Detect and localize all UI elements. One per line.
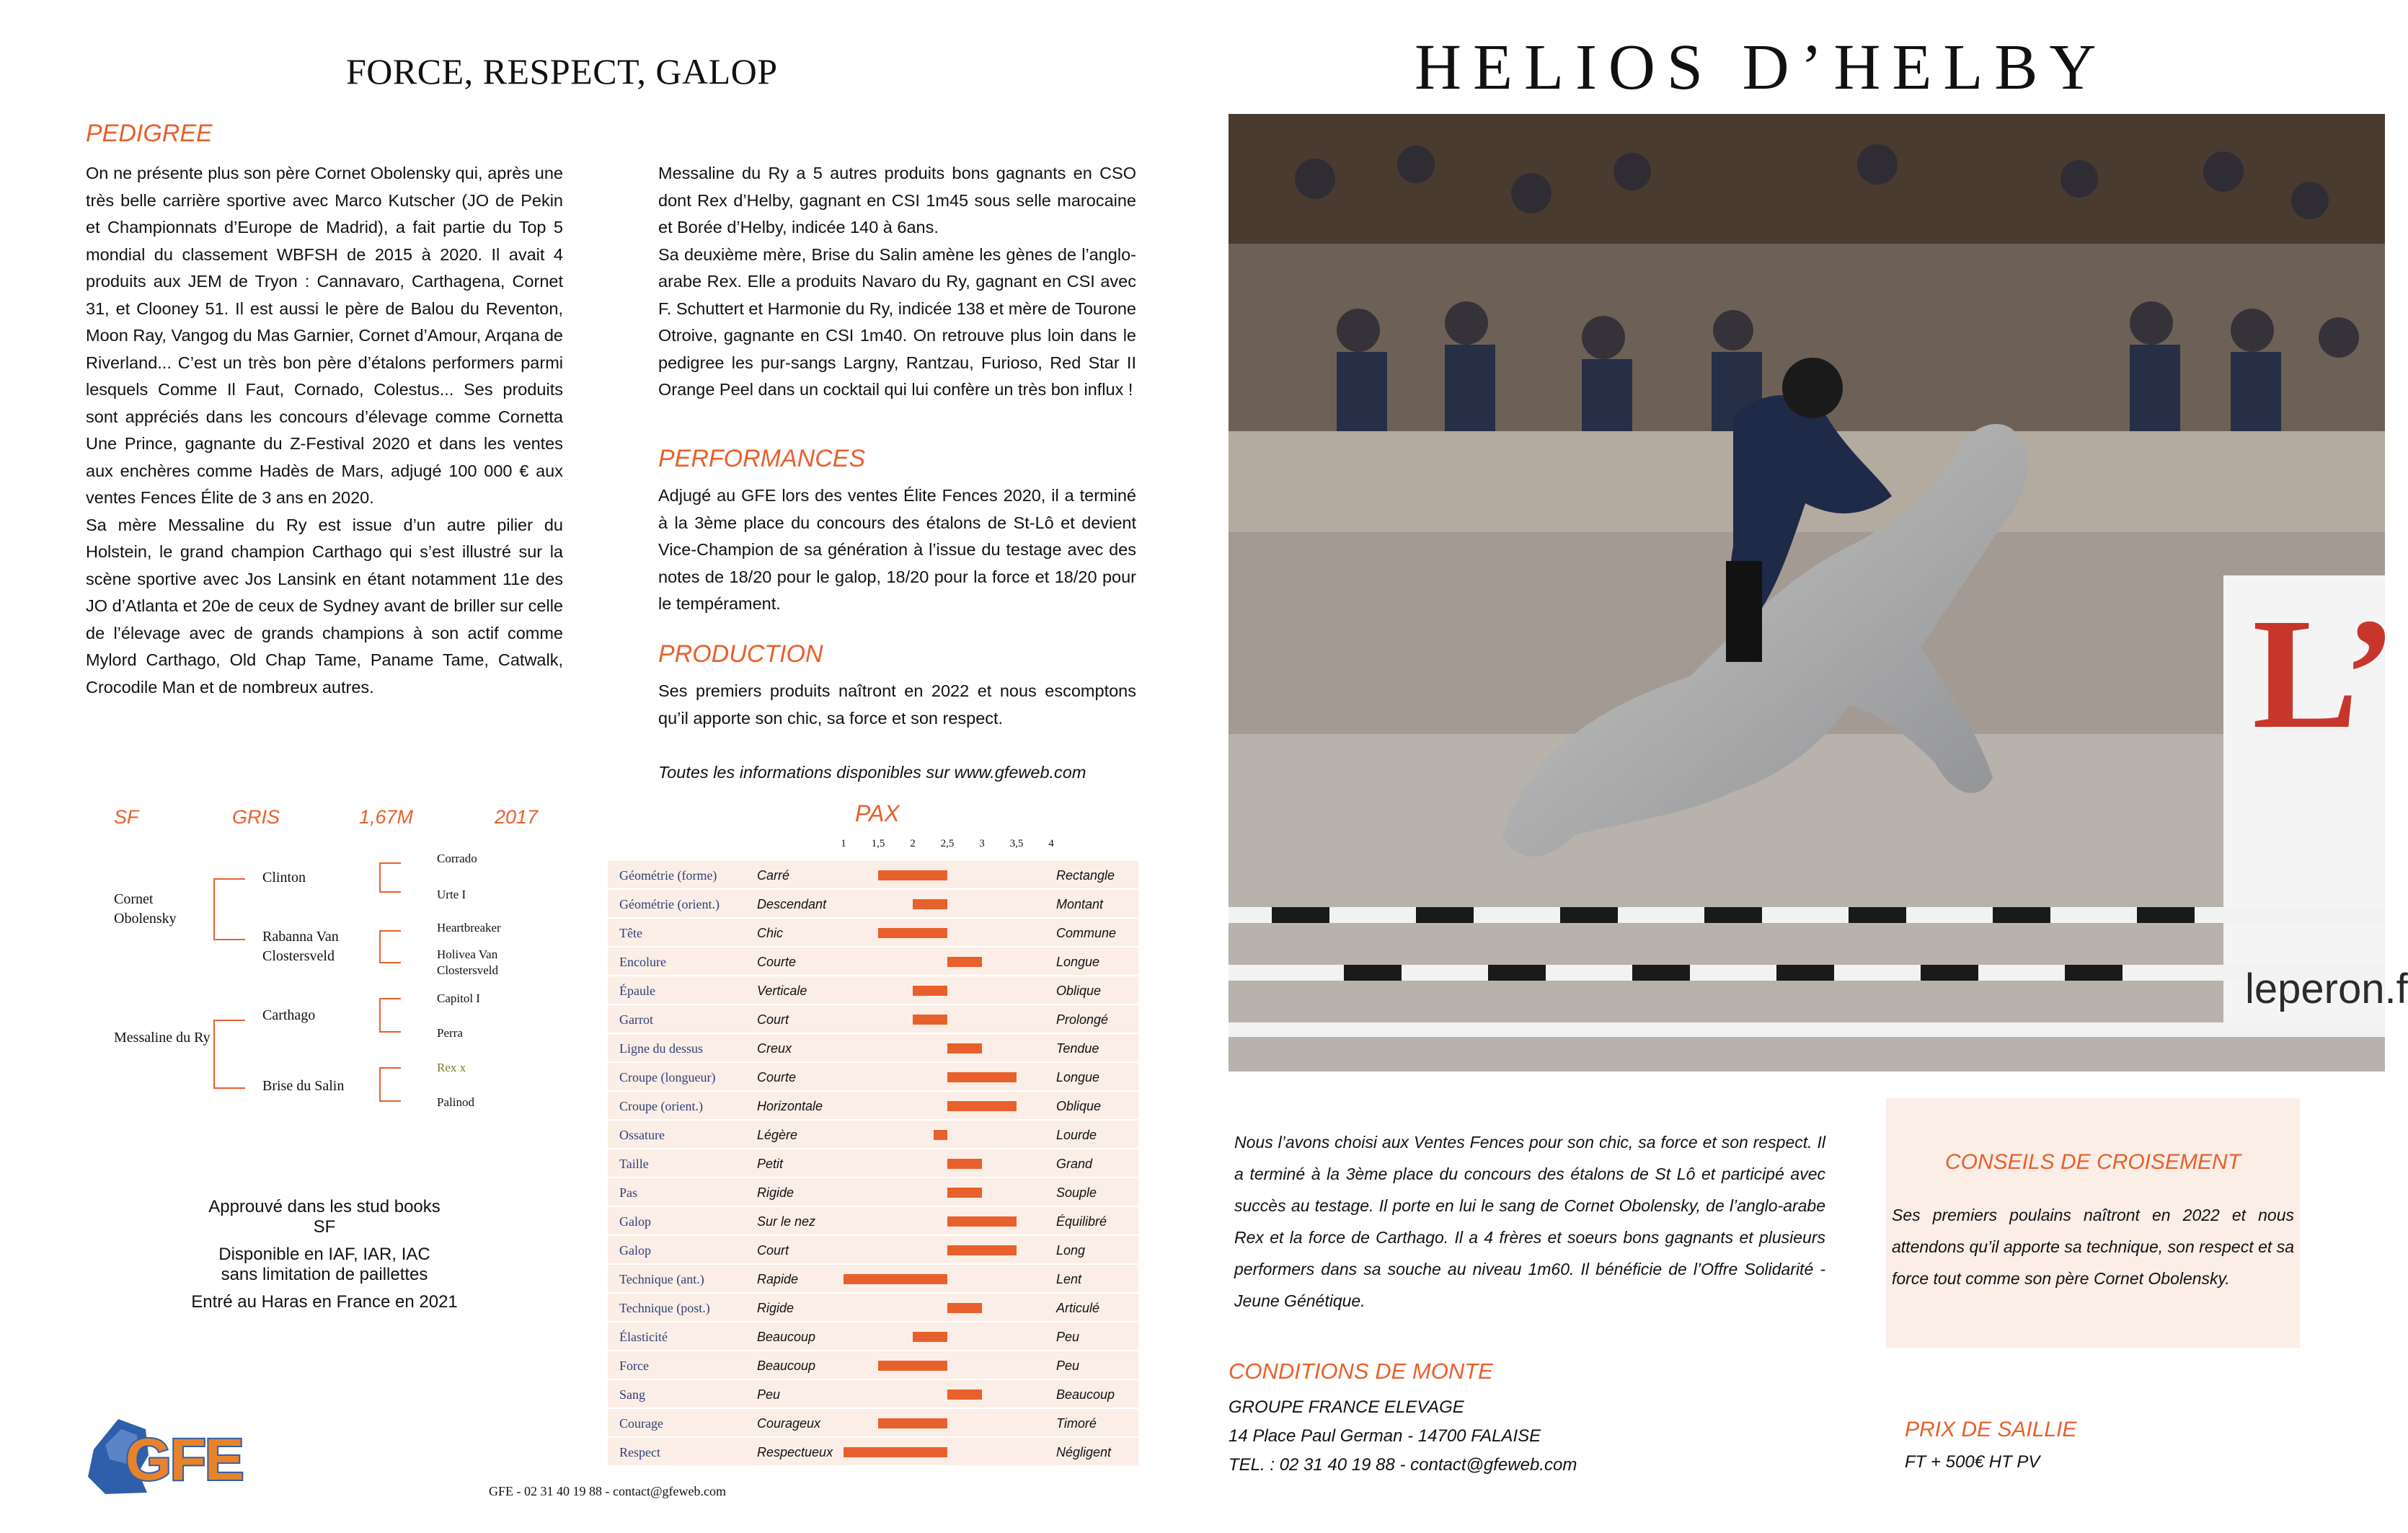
pax-row bbox=[608, 890, 1138, 919]
left-page-title: FORCE, RESPECT, GALOP bbox=[346, 51, 778, 92]
pax-bar bbox=[947, 1043, 982, 1053]
pedigree-sire: Cornet Obolensky bbox=[114, 891, 177, 927]
pax-criterion: Géométrie (forme) bbox=[619, 868, 717, 883]
pax-high-label: Rectangle bbox=[1056, 868, 1115, 883]
conseils-box bbox=[1886, 1098, 2300, 1348]
pedigree-gg-2: Urte I bbox=[437, 888, 466, 901]
pax-high-label: Commune bbox=[1056, 926, 1117, 940]
photo-banner-text: leperon.f bbox=[2245, 966, 2408, 1012]
pax-scale-tick: 2 bbox=[910, 838, 916, 849]
pedigree-bracket-brise bbox=[379, 1067, 401, 1102]
lineage-text bbox=[658, 160, 1136, 404]
pax-bar bbox=[947, 1245, 1017, 1255]
info-line: Toutes les informations disponibles sur www.gfeweb.com bbox=[658, 763, 1086, 782]
pax-high-label: Longue bbox=[1056, 1070, 1100, 1084]
pax-low-label: Horizontale bbox=[757, 1099, 823, 1113]
gfe-logo bbox=[84, 1413, 254, 1498]
pax-row bbox=[608, 1351, 1138, 1380]
pedigree-gg-1: Corrado bbox=[437, 852, 477, 865]
pax-bar bbox=[913, 1015, 947, 1025]
gfe-logo-text: GFE bbox=[125, 1427, 243, 1493]
approval-line-3: Disponible en IAF, IAR, IAC bbox=[218, 1245, 430, 1264]
pax-row bbox=[608, 947, 1138, 976]
pax-low-label: Rigide bbox=[757, 1301, 794, 1315]
pax-bar bbox=[844, 1447, 947, 1457]
pax-low-label: Courte bbox=[757, 1070, 797, 1084]
pax-row bbox=[608, 1207, 1138, 1236]
pax-criterion: Technique (ant.) bbox=[619, 1272, 704, 1286]
pax-bar bbox=[947, 1390, 982, 1400]
lineage-paragraph-2: Sa deuxième mère, Brise du Salin amène les gènes de l’anglo-arabe Rex. Elle a produits Navaro du Ry, gagnant en CSI avec F. Schuttert et Harmonie du Ry, indicée 138 et mère de Tourone Otroive, gagnante en CSI 1m40. On retrouve plus loin dans le pedigree les pur-sangs Largny, Rantzau, Furioso, Red Star II Orange Peel dans un cocktail qui lui confère un très bon influx ! bbox=[658, 244, 1136, 399]
pax-bar bbox=[934, 1130, 947, 1140]
pax-row bbox=[608, 1438, 1138, 1467]
pedigree-gg-4: Holivea Van Clostersveld bbox=[437, 947, 498, 977]
pax-row bbox=[608, 1063, 1138, 1092]
pax-row bbox=[608, 1294, 1138, 1322]
approval-line-1: Approuvé dans les stud books bbox=[208, 1197, 441, 1216]
pax-row bbox=[608, 976, 1138, 1005]
pax-criterion: Garrot bbox=[619, 1012, 653, 1027]
pax-high-label: Souple bbox=[1056, 1185, 1097, 1200]
pax-low-label: Courageux bbox=[757, 1416, 821, 1431]
approval-line-4: sans limitation de paillettes bbox=[221, 1265, 428, 1284]
pax-row bbox=[608, 1149, 1138, 1178]
pedigree-paragraph-2: Sa mère Messaline du Ry est issue d’un autre pilier du Holstein, le grand champion Carthago qui s’est illustré sur la scène sportive avec Jos Lansink en étant notamment 11e des JO d’Atlanta et 20e de ceux de Sydney avant de briller sur celle de l’élevage avec de grands champions à son actif comme Mylord Carthago, Old Chap Tame, Paname Tame, Catwalk, Crocodile Man et de nombreux autres. bbox=[86, 515, 563, 697]
pedigree-grandsire-paternal: Clinton bbox=[262, 870, 306, 885]
pedigree-bracket-carthago bbox=[379, 998, 401, 1033]
pax-low-label: Respectueux bbox=[757, 1445, 833, 1459]
conditions-lines bbox=[1229, 1393, 1577, 1480]
right-page-title: HELIOS D’HELBY bbox=[1415, 32, 2108, 103]
pax-row bbox=[608, 1121, 1138, 1149]
pax-high-label: Grand bbox=[1056, 1157, 1093, 1171]
pax-high-label: Lent bbox=[1056, 1272, 1082, 1286]
prix-value: FT + 500€ HT PV bbox=[1905, 1452, 2040, 1472]
pax-criterion: Ossature bbox=[619, 1128, 665, 1142]
pedigree-gg-5: Capitol I bbox=[437, 991, 480, 1005]
pax-low-label: Peu bbox=[757, 1387, 781, 1402]
pax-bar bbox=[947, 1216, 1017, 1227]
pax-criterion: Géométrie (orient.) bbox=[619, 897, 720, 911]
pax-scale-tick: 4 bbox=[1048, 838, 1054, 849]
pedigree-paragraph-1: On ne présente plus son père Cornet Obolensky qui, après une très belle carrière sportive avec Marco Kutscher (JO de Pekin et Championnats d’Europe de Madrid), a fait partie du Top 5 mondial du classement WBFSH de 2015 à 2020. Il avait 4 produits aux JEM de Tryon : Cannavaro, Carthagena, Cornet 31, et Clooney 51. Il est aussi le père de Balou du Reventon, Moon Ray, Vangog du Mas Garnier, Cornet d’Amour, Arqana de Riverland... C’est un très bon père d’étalons performers parmi lesquels Comme Il Faut, Cornado, Colestus... Ses produits sont appréciés dans les concours d’élevage comme Cornetta Une Prince, gagnante du Z-Festival 2020 et dans les ventes aux enchères comme Hadès de Mars, adjugé 100 000 € aux ventes Fences Élite de 3 ans en 2020. bbox=[86, 164, 563, 507]
pax-row bbox=[608, 1092, 1138, 1121]
pax-low-label: Légère bbox=[757, 1128, 798, 1142]
color-label: GRIS bbox=[232, 806, 280, 828]
pedigree-text bbox=[86, 160, 563, 701]
conditions-heading: CONDITIONS DE MONTE bbox=[1229, 1359, 1493, 1384]
pax-bar bbox=[913, 1332, 947, 1342]
pedigree-granddam-maternal: Brise du Salin bbox=[262, 1078, 345, 1094]
conditions-line-3: TEL. : 02 31 40 19 88 - contact@gfeweb.com bbox=[1229, 1455, 1577, 1475]
pax-scale-tick: 3,5 bbox=[1009, 838, 1024, 849]
pax-high-label: Équilibré bbox=[1056, 1214, 1107, 1229]
pax-low-label: Rigide bbox=[757, 1185, 794, 1200]
pax-high-label: Timoré bbox=[1056, 1416, 1097, 1431]
pax-low-label: Chic bbox=[757, 926, 784, 940]
pax-high-label: Beaucoup bbox=[1056, 1387, 1115, 1402]
pax-criterion: Technique (post.) bbox=[619, 1301, 710, 1315]
pedigree-granddam-paternal: Rabanna Van Clostersveld bbox=[262, 929, 339, 964]
pedigree-gg-7: Rex x bbox=[437, 1061, 466, 1074]
height-label: 1,67M bbox=[359, 806, 414, 828]
performances-heading: PERFORMANCES bbox=[658, 445, 866, 472]
pax-row bbox=[608, 919, 1138, 947]
pax-low-label: Sur le nez bbox=[757, 1214, 816, 1229]
pax-scale-tick: 1 bbox=[841, 838, 846, 849]
pax-row bbox=[608, 1380, 1138, 1409]
horse-photo bbox=[1229, 114, 2408, 1072]
pax-criterion: Épaule bbox=[619, 984, 655, 998]
pax-bar bbox=[878, 928, 947, 938]
photo-logo-mark: L’ bbox=[2252, 586, 2396, 761]
pedigree-gg-8: Palinod bbox=[437, 1095, 474, 1109]
pax-row bbox=[608, 1236, 1138, 1265]
pax-scale-tick: 2,5 bbox=[940, 838, 955, 849]
pax-low-label: Creux bbox=[757, 1041, 792, 1056]
pax-high-label: Longue bbox=[1056, 955, 1100, 969]
pedigree-bracket-clinton bbox=[379, 862, 401, 893]
conseils-heading: CONSEILS DE CROISEMENT bbox=[1944, 1150, 2241, 1174]
horse-description: Nous l’avons choisi aux Ventes Fences pour son chic, sa force et son respect. Il a terminé à la 3ème place du concours des étalons de St Lô et participé avec succès au testage. Il porte en lui le sang de Cornet Obolensky, de l’anglo-arabe Rex et la force de Carthago. Il a 4 frères et soeurs bons gagnants et plusieurs performers dans sa souche au niveau 1m60. Il bénéficie de l’Offre Solidarité - Jeune Génétique. bbox=[1234, 1133, 1825, 1310]
pax-bar bbox=[947, 1101, 1017, 1111]
conditions-line-1: GROUPE FRANCE ELEVAGE bbox=[1229, 1397, 1464, 1417]
pax-low-label: Carré bbox=[757, 868, 790, 883]
pax-criterion: Croupe (longueur) bbox=[619, 1070, 716, 1084]
pax-row bbox=[608, 1265, 1138, 1294]
pax-bar bbox=[913, 899, 947, 909]
pax-criterion: Galop bbox=[619, 1243, 651, 1258]
conditions-line-2: 14 Place Paul German - 14700 FALAISE bbox=[1229, 1426, 1541, 1446]
pax-row bbox=[608, 1322, 1138, 1351]
horse-photo-illustration bbox=[1229, 114, 2385, 1072]
approvals bbox=[144, 1197, 505, 1312]
pax-scale-tick: 1,5 bbox=[871, 838, 885, 849]
pax-criterion: Croupe (orient.) bbox=[619, 1099, 703, 1113]
breed-label: SF bbox=[114, 806, 139, 828]
pax-bar bbox=[947, 1303, 982, 1313]
pax-low-label: Court bbox=[757, 1243, 789, 1258]
pax-high-label: Prolongé bbox=[1056, 1012, 1109, 1027]
pax-title: PAX bbox=[855, 800, 900, 826]
pax-row bbox=[608, 1034, 1138, 1063]
pedigree-gg-6: Perra bbox=[437, 1026, 463, 1040]
pax-high-label: Tendue bbox=[1056, 1041, 1099, 1056]
pedigree-bracket-rabanna bbox=[379, 930, 401, 963]
pedigree-heading: PEDIGREE bbox=[86, 120, 213, 147]
pax-row bbox=[608, 861, 1138, 890]
year-label: 2017 bbox=[495, 806, 539, 828]
lineage-paragraph-1: Messaline du Ry a 5 autres produits bons gagnants en CSO dont Rex d’Helby, gagnant en CSI 1m45 sous selle marocaine et Borée d’Helby, indicée 140 à 6ans. bbox=[658, 164, 1136, 237]
pax-row bbox=[608, 1409, 1138, 1438]
pax-low-label: Petit bbox=[757, 1157, 784, 1171]
pax-row bbox=[608, 1005, 1138, 1034]
pax-low-label: Beaucoup bbox=[757, 1359, 816, 1373]
pax-criterion: Tête bbox=[619, 926, 642, 940]
pax-high-label: Oblique bbox=[1056, 984, 1102, 998]
pax-criterion: Force bbox=[619, 1359, 649, 1373]
pedigree-dam: Messaline du Ry bbox=[114, 1030, 211, 1046]
pax-bar bbox=[947, 1072, 1017, 1082]
approval-line-2: SF bbox=[313, 1217, 336, 1237]
pax-bar bbox=[947, 957, 982, 967]
pax-low-label: Rapide bbox=[757, 1272, 799, 1286]
pedigree-grandsire-maternal: Carthago bbox=[262, 1007, 316, 1023]
pax-criterion: Courage bbox=[619, 1416, 663, 1431]
pax-low-label: Beaucoup bbox=[757, 1330, 816, 1344]
pax-high-label: Oblique bbox=[1056, 1099, 1102, 1113]
conseils-text: Ses premiers poulains naîtront en 2022 et nous attendons qu’il apporte sa technique, son respect et sa force tout comme son père Cornet Obolensky. bbox=[1892, 1206, 2294, 1288]
pax-scale-tick: 3 bbox=[979, 838, 985, 849]
prix-heading: PRIX DE SAILLIE bbox=[1905, 1418, 2077, 1441]
pax-high-label: Peu bbox=[1056, 1359, 1080, 1373]
pax-bar bbox=[878, 1418, 947, 1428]
pax-high-label: Peu bbox=[1056, 1330, 1080, 1344]
pax-criterion: Élasticité bbox=[619, 1330, 668, 1344]
approval-line-5: Entré au Haras en France en 2021 bbox=[191, 1292, 458, 1312]
pax-high-label: Lourde bbox=[1056, 1128, 1097, 1142]
production-heading: PRODUCTION bbox=[658, 640, 823, 668]
pax-high-label: Articulé bbox=[1056, 1301, 1100, 1315]
pax-high-label: Montant bbox=[1056, 897, 1104, 911]
footer-contact: GFE - 02 31 40 19 88 - contact@gfeweb.com bbox=[489, 1484, 727, 1498]
pax-low-label: Descendant bbox=[757, 897, 827, 911]
production-text: Ses premiers produits naîtront en 2022 et nous escomptons qu’il apporte son chic, sa force et son respect. bbox=[658, 681, 1136, 728]
pax-bar bbox=[878, 870, 947, 880]
pax-bar bbox=[947, 1188, 982, 1198]
pax-criterion: Encolure bbox=[619, 955, 666, 969]
pax-low-label: Verticale bbox=[757, 984, 807, 998]
pax-bar bbox=[947, 1159, 982, 1169]
pax-criterion: Taille bbox=[619, 1157, 649, 1171]
pax-criterion: Ligne du dessus bbox=[619, 1041, 703, 1056]
pax-bar bbox=[913, 986, 947, 996]
pax-criterion: Pas bbox=[619, 1185, 638, 1200]
pedigree-gg-3: Heartbreaker bbox=[437, 921, 501, 935]
pax-low-label: Courte bbox=[757, 955, 797, 969]
pedigree-bracket-dam bbox=[213, 1020, 245, 1089]
pax-bar bbox=[844, 1274, 947, 1284]
pax-bar bbox=[878, 1361, 947, 1371]
pax-criterion: Sang bbox=[619, 1387, 645, 1402]
pax-high-label: Long bbox=[1056, 1243, 1086, 1258]
pedigree-bracket-sire bbox=[213, 878, 245, 940]
pax-row bbox=[608, 1178, 1138, 1207]
pax-criterion: Galop bbox=[619, 1214, 651, 1229]
pax-low-label: Court bbox=[757, 1012, 789, 1027]
pax-criterion: Respect bbox=[619, 1445, 660, 1459]
pax-high-label: Négligent bbox=[1056, 1445, 1112, 1459]
performances-text: Adjugé au GFE lors des ventes Élite Fences 2020, il a terminé à la 3ème place du concours des étalons de St-Lô et devient Vice-Champion de sa génération à l’issue du testage avec des notes de 18/20 pour le galop, 18/20 pour la force et 18/20 pour le tempérament. bbox=[658, 486, 1136, 613]
